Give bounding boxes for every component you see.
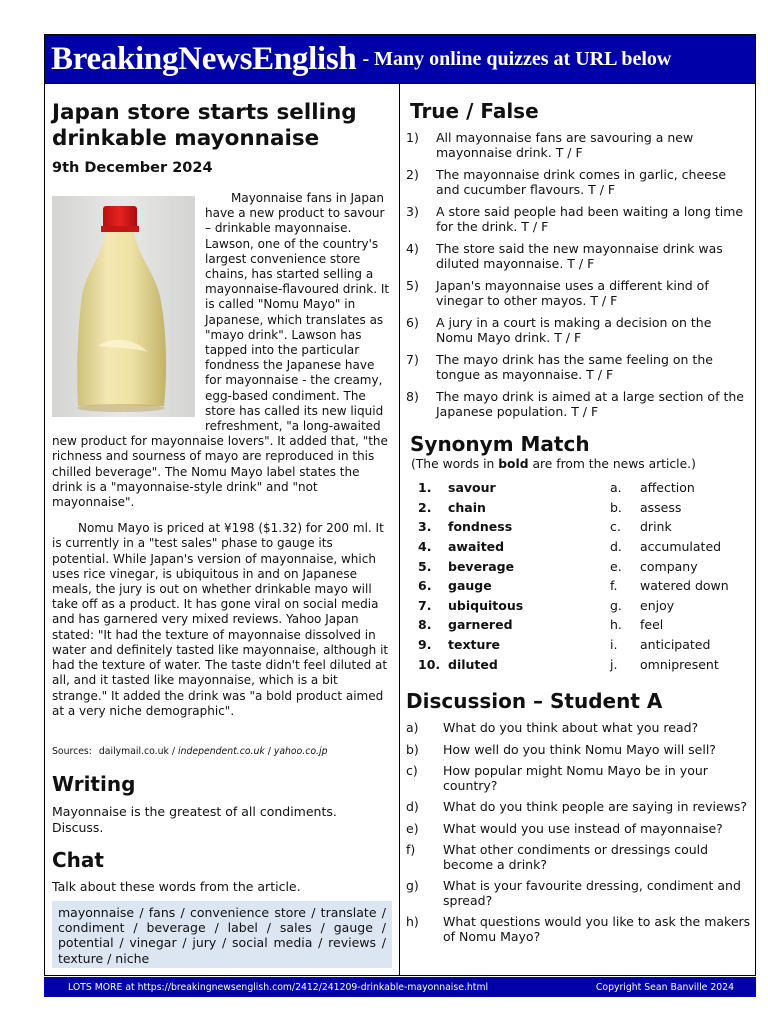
discussion-heading: Discussion – Student A	[406, 689, 663, 713]
source-link[interactable]: yahoo.co.jp	[273, 746, 328, 757]
synonym-row: 7. ubiquitous g. enjoy	[418, 597, 675, 613]
synonym-row: 3. fondness c. drink	[418, 519, 672, 535]
article-date: 9th December 2024	[52, 160, 213, 176]
chat-intro: Talk about these words from the article.	[52, 879, 301, 894]
article-paragraph: Nomu Mayo is priced at ¥198 ($1.32) for 200 ml. It is currently in a "test sales" phase to gauge its potential. While Japan's version of mayonnaise, which uses rice vinegar, is ubiquitous in and on Japanese meals, the jury is out on whether drinkable mayo will take off as a product. It has gone viral on social media and has garnered very mixed reviews. Yahoo Japan stated: "It had the texture of mayonnaise dissolved in water and definitely tasted like mayonnaise, although it had the texture of water. The taste didn't feel diluted at all, and it tasted like mayonnaise, which is a bit strange." It added the drink was "a bold product aimed at a very niche demographic".	[52, 521, 389, 718]
discussion-item: g) What is your favourite dressing, condiment and spread?	[406, 878, 741, 908]
site-brand[interactable]: BreakingNewsEnglish	[51, 40, 357, 77]
site-tagline: - Many online quizzes at URL below	[362, 47, 672, 70]
column-divider	[399, 84, 400, 976]
synonym-row: 9. texture i. anticipated	[418, 637, 711, 653]
synonym-heading: Synonym Match	[410, 432, 590, 456]
writing-prompt: Mayonnaise is the greatest of all condiments. Discuss.	[52, 804, 337, 835]
synonym-table	[418, 478, 729, 674]
true-false-item: 8) The mayo drink is aimed at a large section of the Japanese population. T / F	[406, 389, 744, 419]
synonym-row: 5. beverage e. company	[418, 558, 698, 574]
synonym-row: 1. savour a. affection	[418, 480, 695, 496]
footer-bar	[44, 977, 756, 997]
synonym-note: (The words in bold are from the news article.)	[411, 457, 696, 471]
footer-url-link[interactable]: LOTS MORE at https://breakingnewsenglish.com/2412/241209-drinkable-mayonnaise.html	[68, 981, 489, 993]
synonym-row: 10. diluted j. omnipresent	[418, 656, 719, 672]
true-false-item: 2) The mayonnaise drink comes in garlic, cheese and cucumber flavours. T / F	[406, 167, 727, 197]
chat-heading: Chat	[52, 848, 104, 872]
article-body	[52, 191, 391, 730]
source-link[interactable]: dailymail.co.uk	[98, 746, 169, 757]
discussion-item: f) What other condiments or dressings could become a drink?	[406, 842, 709, 872]
source-link[interactable]: independent.co.uk	[177, 746, 265, 757]
article-headline: Japan store starts selling drinkable mayonnaise	[52, 100, 357, 151]
discussion-item: d) What do you think people are saying in reviews?	[406, 799, 748, 814]
synonym-row: 2. chain b. assess	[418, 499, 682, 515]
true-false-heading: True / False	[410, 99, 539, 123]
true-false-item: 3) A store said people had been waiting a long time for the drink. T / F	[406, 204, 744, 234]
chat-word-box: mayonnaise / fans / convenience store / translate / condiment / beverage / label / sales / gauge / potential / vinegar / jury / social media / reviews / texture / niche	[52, 901, 392, 968]
discussion-list	[406, 721, 751, 944]
true-false-list	[406, 131, 751, 419]
discussion-item: e) What would you use instead of mayonnaise?	[406, 820, 723, 836]
header-banner	[44, 34, 756, 84]
footer-copyright: Copyright Sean Banville 2024	[595, 981, 734, 993]
synonym-row: 8. garnered h. feel	[418, 617, 664, 633]
true-false-item: 1) All mayonnaise fans are savouring a new mayonnaise drink. T / F	[406, 130, 694, 160]
true-false-item: 6) A jury in a court is making a decision on the Nomu Mayo drink. T / F	[406, 315, 712, 345]
true-false-item: 4) The store said the new mayonnaise drink was diluted mayonnaise. T / F	[406, 241, 723, 271]
discussion-item: a) What do you think about what you read?	[406, 720, 699, 735]
true-false-item: 5) Japan's mayonnaise uses a different kind of vinegar to other mayos. T / F	[406, 278, 709, 308]
discussion-item: h) What questions would you like to ask the makers of Nomu Mayo?	[406, 914, 751, 944]
sources-label: Sources:	[52, 746, 92, 757]
writing-heading: Writing	[52, 772, 136, 796]
discussion-item: c) How popular might Nomu Mayo be in your country?	[406, 763, 708, 793]
article-sources: Sources: dailymail.co.uk / independent.co.uk / yahoo.co.jp	[52, 746, 328, 757]
synonym-row: 4. awaited d. accumulated	[418, 539, 722, 555]
discussion-item: b) How well do you think Nomu Mayo will sell?	[406, 741, 716, 757]
synonym-row: 6. gauge f. watered down	[418, 578, 729, 594]
article-paragraph: Mayonnaise fans in Japan have a new product to savour – drinkable mayonnaise. Lawson, one of the country's largest convenience store chains, has started selling a mayonnaise-flavoured drink. It is called "Nomu Mayo" in Japanese, which translates as "mayo drink". Lawson has tapped into the particular fondness the Japanese have for mayonnaise - the creamy, egg-based condiment. The store has called its new liquid refreshment, "a long-awaited new product for mayonnaise lovers". It added that, "the richness and sourness of mayo are reproduced in this chilled beverage". The Nomu Mayo label states the drink is a "mayonnaise-style drink" and "not mayonnaise".	[52, 191, 390, 510]
true-false-item: 7) The mayo drink has the same feeling on the tongue as mayonnaise. T / F	[406, 352, 713, 382]
